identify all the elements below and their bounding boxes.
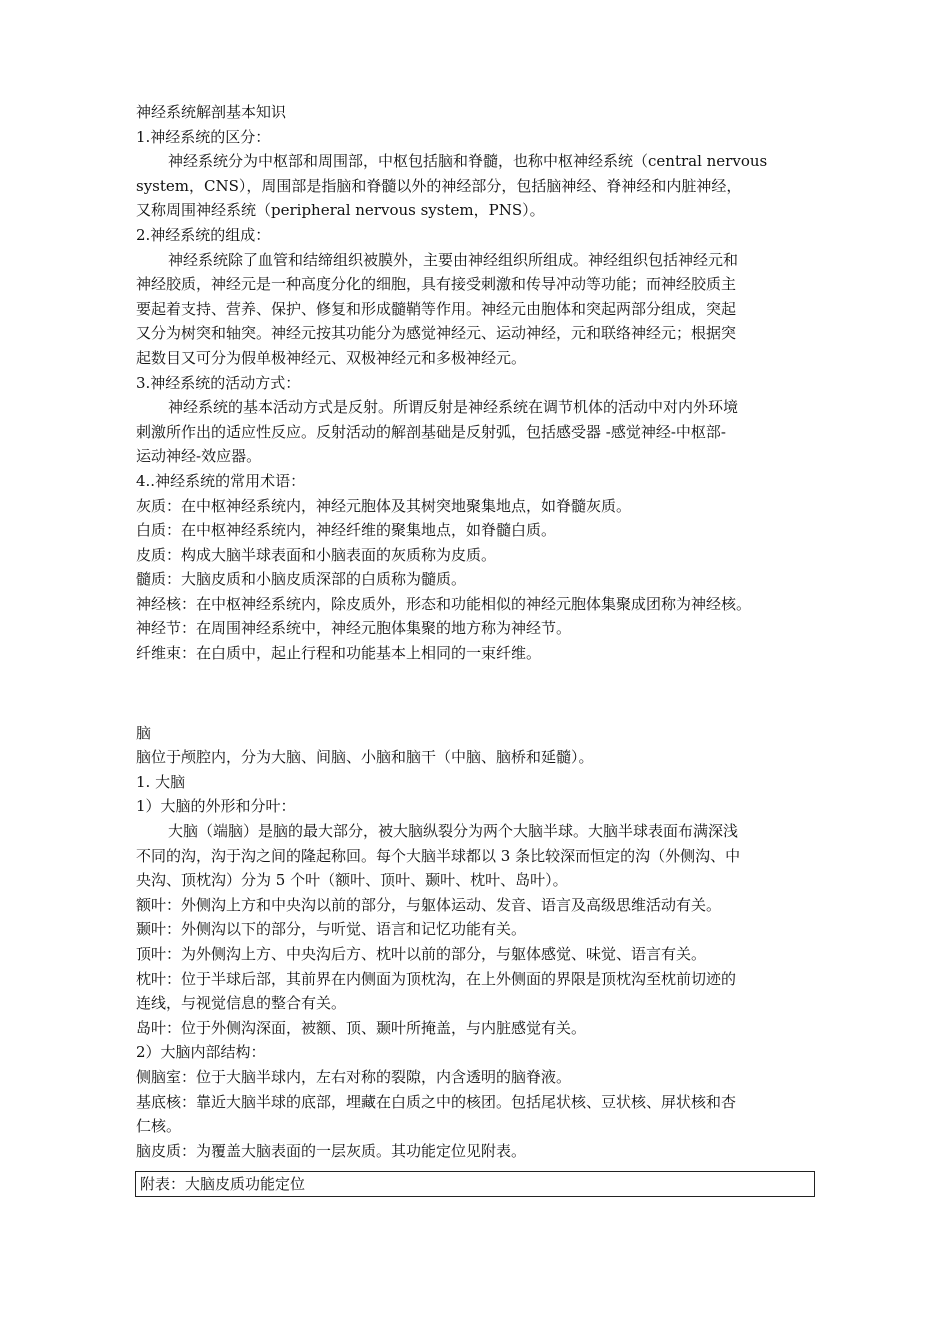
term-definition: 神经节：在周围神经系统中，神经元胞体集聚的地方称为神经节。 [136,619,572,638]
lobe-definition: 岛叶：位于外侧沟深面，被额、顶、颞叶所掩盖，与内脏感觉有关。 [136,1018,587,1037]
lobe-definition: 颞叶：外侧沟以下的部分，与听觉、语言和记忆功能有关。 [136,920,527,939]
paragraph-line: 不同的沟，沟于沟之间的隆起称回。每个大脑半球都以 3 条比较深而恒定的沟（外侧沟、中 [136,846,741,865]
term-definition: 皮质：构成大脑半球表面和小脑表面的灰质称为皮质。 [136,545,497,564]
table-caption: 附表：大脑皮质功能定位 [140,1175,306,1193]
structure-definition: 脑皮质：为覆盖大脑表面的一层灰质。其功能定位见附表。 [136,1141,527,1160]
subheading-shape-lobes: 1）大脑的外形和分叶： [136,797,296,816]
brain-intro: 脑位于颅腔内，分为大脑、间脑、小脑和脑干（中脑、脑桥和延髓）。 [136,748,594,767]
structure-definition: 仁核。 [136,1117,182,1136]
term-definition: 神经核：在中枢神经系统内，除皮质外，形态和功能相似的神经元胞体集聚成团称为神经核。 [136,594,752,613]
subheading-internal-structure: 2）大脑内部结构： [136,1043,266,1062]
paragraph-line: 又称周围神经系统（peripheral nervous system，PNS）。 [136,201,545,220]
structure-definition: 基底核：靠近大脑半球的底部，埋藏在白质之中的核团。包括尾状核、豆状核、屏状核和杏 [136,1092,737,1111]
subheading-cerebrum: 1. 大脑 [136,772,186,791]
paragraph-line: 起数目又可分为假单极神经元、双极神经元和多极神经元。 [136,348,527,367]
structure-definition: 侧脑室：位于大脑半球内，左右对称的裂隙，内含透明的脑脊液。 [136,1067,572,1086]
appendix-table [135,1171,815,1197]
paragraph-line: 又分为树突和轴突。神经元按其功能分为感觉神经元、运动神经，元和联络神经元；根据突 [136,324,737,343]
document-body [136,100,826,1163]
section-spacer [136,666,826,721]
paragraph-line: 运动神经-效应器。 [136,447,262,466]
term-definition: 纤维束：在白质中，起止行程和功能基本上相同的一束纤维。 [136,644,542,663]
term-definition: 髓质：大脑皮质和小脑皮质深部的白质称为髓质。 [136,570,467,589]
paragraph-line: 神经系统的基本活动方式是反射。所谓反射是神经系统在调节机体的活动中对内外环境 [168,398,739,417]
paragraph-line: 要起着支持、营养、保护、修复和形成髓鞘等作用。神经元由胞体和突起两部分组成，突起 [136,299,737,318]
lobe-definition: 枕叶：位于半球后部，其前界在内侧面为顶枕沟，在上外侧面的界限是顶枕沟至枕前切迹的 [136,969,737,988]
paragraph-line: 神经系统除了血管和结缔组织被膜外，主要由神经组织所组成。神经组织包括神经元和 [168,250,739,269]
section-heading-2: 2.神经系统的组成： [136,225,271,244]
paragraph-line: 刺激所作出的适应性反应。反射活动的解剖基础是反射弧，包括感受器 -感觉神经-中枢部- [136,422,726,441]
paragraph-line: 神经胶质，神经元是一种高度分化的细胞，具有接受刺激和传导冲动等功能；而神经胶质主 [136,275,737,294]
lobe-definition: 连线，与视觉信息的整合有关。 [136,994,347,1013]
lobe-definition: 额叶：外侧沟上方和中央沟以前的部分，与躯体运动、发音、语言及高级思维活动有关。 [136,895,722,914]
section-heading-1: 1.神经系统的区分： [136,127,271,146]
section-heading-3: 3.神经系统的活动方式： [136,373,301,392]
paragraph-line: 央沟、顶枕沟）分为 5 个叶（额叶、顶叶、颞叶、枕叶、岛叶）。 [136,871,568,890]
lobe-definition: 顶叶：为外侧沟上方、中央沟后方、枕叶以前的部分，与躯体感觉、味觉、语言有关。 [136,945,707,963]
document-title: 神经系统解剖基本知识 [136,103,287,121]
brain-heading: 脑 [136,723,152,742]
term-definition: 灰质：在中枢神经系统内，神经元胞体及其树突地聚集地点，如脊髓灰质。 [136,496,632,515]
section-heading-4: 4..神经系统的常用术语： [136,471,306,490]
paragraph-line: system，CNS），周围部是指脑和脊髓以外的神经部分，包括脑神经、脊神经和内脏神经， [136,176,742,195]
paragraph-line: 大脑（端脑）是脑的最大部分，被大脑纵裂分为两个大脑半球。大脑半球表面布满深浅 [168,822,739,841]
term-definition: 白质：在中枢神经系统内，神经纤维的聚集地点，如脊髓白质。 [136,521,557,540]
paragraph-line: 神经系统分为中枢部和周围部，中枢包括脑和脊髓，也称中枢神经系统（central nervous [168,152,768,171]
